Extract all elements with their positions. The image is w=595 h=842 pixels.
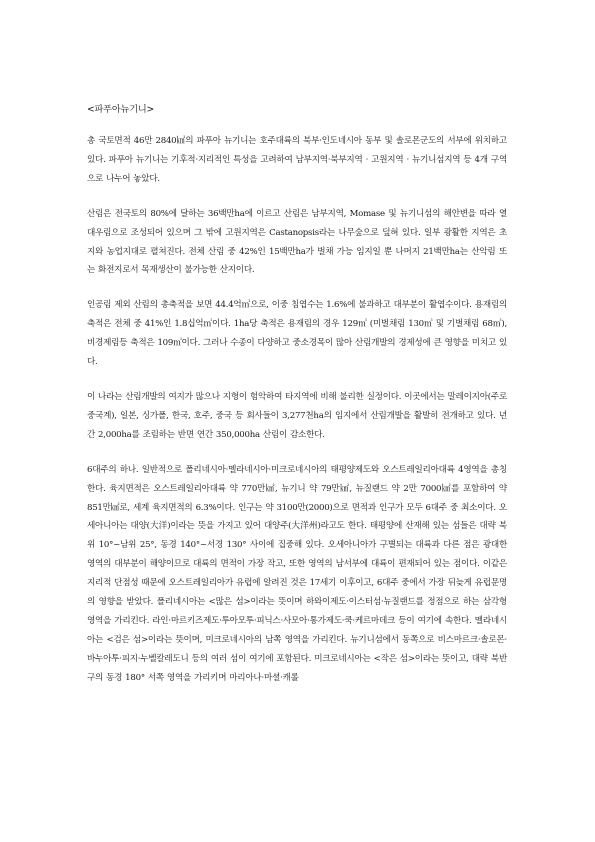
paragraph-forest-area: 산림은 전국토의 80%에 달하는 36백만ha에 이르고 산림은 남부지역, Momase 및 뉴기니섬의 해안변을 따라 열대우림으로 조성되어 있으며 그 밖에 고원지역은 Castanopsis라는 나무숲으로 덮혀 있다. 일부 광활한 지역은 초지와 농업지대로 펼쳐진다. 전체 산림 중 42%인 15백만ha가 벌채 가능 임지일 뿐 나머지 21백만ha는 산악림 또는 화전지로서 목재생산이 불가능한 산지이다. — [87, 208, 507, 276]
paragraph-forest-volume: 인공림 제외 산림의 총축적을 보면 44.4억㎥으로, 이중 침엽수는 1.6%에 불과하고 대부분이 활엽수이다. 용재림의 축적은 전체 중 41%인 1.8십억㎥이다. 1ha당 축적은 용재림의 경우 129㎥ (미벌채림 130㎥ 및 기벌채림 68㎥), 비경제림등 축적은 109㎥이다. 그러나 수종이 다양하고 중소경목이 많아 산림개발의 경제성에 큰 영향을 미치고 있다. — [87, 300, 507, 368]
paragraph-oceania: 6대주의 하나. 일반적으로 폴리네시아·멜라네시아·미크로네시아의 태평양제도와 오스트레일리아대륙 4영역을 총칭한다. 육지면적은 오스트레일리아대륙 약 770만㎢, 뉴기니 약 79만㎢, 뉴질랜드 약 2만 7000㎢를 포함하여 약 851만㎢로, 세계 육지면적의 6.3%이다. 인구는 약 3100만(2000)으로 면적과 인구가 모두 6대주 중 최소이다. 오세아니아는 대양(大洋)이라는 뜻을 가지고 있어 대양주(大洋州)라고도 한다. 태평양에 산재해 있는 섬들은 대략 북위 10°~남위 25°, 동경 140°~서경 130° 사이에 집중해 있다. 오세아니아가 구별되는 대륙과 다른 점은 광대한 영역의 대부분이 해양이므로 대륙의 면적이 가장 작고, 또한 영역의 남서부에 대륙이 편재되어 있는 점이다. 이같은 지리적 단점성 때문에 오스트레일리아가 유럽에 알려진 것은 17세기 이후이고, 6대주 중에서 가장 뒤늦게 유럽문명의 영향을 받았다. 폴리네시아는 <많은 섬>이라는 뜻이며 하와이제도·이스터섬·뉴질랜드를 정점으로 하는 삼각형 영역을 가리킨다. 라인·마르키즈제도·투아모투·피닉스·사모아·통가제도·쿡·케르마데크 등이 여기에 속한다. 멜라네시아는 <검은 섬>이라는 뜻이며, 미크로네시아의 남쪽 영역을 가리킨다. 뉴기니섬에서 동쪽으로 비스마르크·솔로몬·바누아투·피지·누벨칼레도니 등의 여러 섬이 여기에 포함된다. 미크로네시아는 <작은 섬>이라는 뜻이고, 대략 북반구의 동경 180° 서쪽 영역을 가리키며 마리아나·마셜·캐롤 — [87, 464, 507, 683]
paragraph-forest-development: 이 나라는 산림개발의 여지가 많으나 지형이 험악하여 타지역에 비해 불리한 실정이다. 이곳에서는 말레이지아(주로 중국계), 일본, 싱가폴, 한국, 호주, 중국 등 회사들이 3,277천ha의 임지에서 산림개발을 활발히 전개하고 있다. 년간 2,000ha를 조림하는 반면 연간 350,000ha 산림이 감소한다. — [87, 391, 507, 440]
section-heading: <파푸아뉴기니> — [87, 104, 155, 115]
paragraph-overview: 총 국토면적 46만 2840㎢의 파푸아 뉴기니는 호주대륙의 북부·인도네시아 동부 및 솔로몬군도의 서부에 위치하고 있다. 파푸아 뉴기니는 기후적·지리적인 특성을 고려하여 남부지역·북부지역 · 고원지역 · 뉴기니섬지역 등 4개 구역으로 나누어 놓았다. — [87, 136, 507, 184]
